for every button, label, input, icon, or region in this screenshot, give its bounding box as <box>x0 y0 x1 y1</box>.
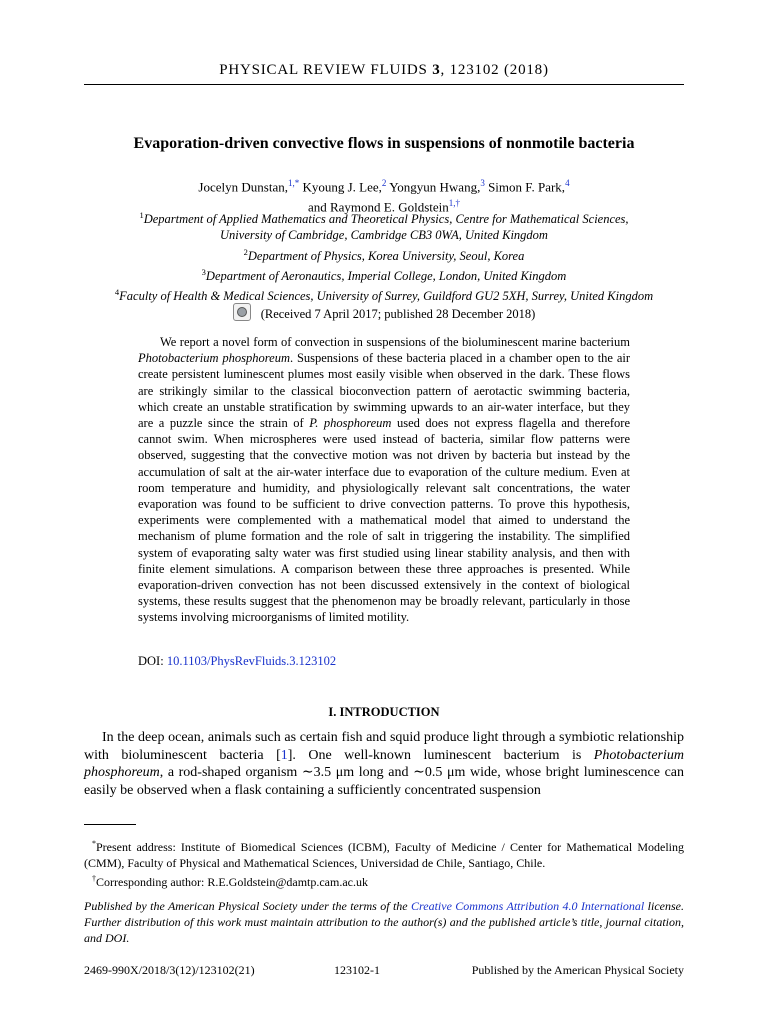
abstract-text: . Suspensions of these bacteria placed in a chamber open to the air create persistent luminescent plumes most easily visible when observed in the dark. These flows are strikingly similar to the classical bioconvection pattern of aerotactic swimming bacteria, which create an unstable stratification by swimming upwards to an air-water interface, but they are a puzzle since the strain of <box>138 351 631 431</box>
intro-text: , a rod-shaped organism ∼3.5 μm long and ∼0.5 μm wide, whose bright luminescence can easily be observed when a flask containing a sufficiently concentrated suspension <box>84 765 684 798</box>
footnote-2 <box>84 871 684 890</box>
footnotes <box>84 836 684 890</box>
author-3-affil[interactable]: 3 <box>480 178 485 188</box>
affiliation-2 <box>60 244 708 264</box>
abstract-species: Photobacterium phosphoreum <box>138 351 290 366</box>
abstract-text: used does not express flagella and therefore cannot swim. When microspheres were used instead of bacteria, similar flow patterns were observed, suggesting that the convective motion was not driven by bacteria but instead by the accumulation of salt at the air-water interface due to evaporation of the culture medium. Even at room temperature and humidity, and physiologically relevant salt concentrations, the water evaporation was found to be sufficient to drive convection patterns. To prove this hypothesis, experiments were complemented with a mathematical model that aimed to understand the mechanism of plume formation and the role of salt in triggering the instability. The simplified system of evaporating salty water was first studied using linear stability analysis, and then with finite element simulations. A comparison between these three approaches is presented. While evaporation-driven convection has not been discussed extensively in the context of biological systems, these results suggest that the phenomenon may be broadly relevant, particularly in those systems involving microorganisms of limited motility. <box>138 416 630 625</box>
license-text: Published by the American Physical Society under the terms of the <box>84 899 412 913</box>
author-1[interactable]: Jocelyn Dunstan, <box>198 179 288 195</box>
affiliation-1 <box>60 207 708 227</box>
affiliation-number: 1 <box>139 210 144 220</box>
footer-issn: 2469-990X/2018/3(12)/123102(21) <box>84 963 255 977</box>
author-5-affil[interactable]: 1,† <box>448 198 461 209</box>
journal-name: PHYSICAL REVIEW FLUIDS <box>219 62 428 78</box>
intro-species: Photobacterium phosphoreum <box>84 747 684 780</box>
affiliations <box>60 207 708 305</box>
footer-page-number: 123102-1 <box>334 963 380 977</box>
journal-header <box>84 62 684 79</box>
open-access-icon[interactable] <box>233 303 251 321</box>
received-line <box>84 303 684 322</box>
footnote-rule <box>84 824 136 825</box>
author-2[interactable]: Kyoung J. Lee, <box>302 179 382 195</box>
footnote-mark: * <box>92 839 96 848</box>
footer-publisher: Published by the American Physical Society <box>471 963 684 977</box>
doi-line <box>138 654 336 669</box>
affiliation-text: Department of Aeronautics, Imperial College, London, United Kingdom <box>205 269 567 284</box>
abstract-text: We report a novel form of convection in suspensions of the bioluminescent marine bacterium <box>160 335 630 349</box>
affiliation-number: 2 <box>243 246 248 257</box>
doi-link[interactable]: 10.1103/PhysRevFluids.3.123102 <box>166 654 337 668</box>
affiliation-3 <box>60 264 708 284</box>
footnote-text: Corresponding author: R.E.Goldstein@damtp.cam.ac.uk <box>96 875 368 889</box>
footnote-mark: † <box>92 874 96 883</box>
author-1-affil[interactable]: 1,* <box>287 178 300 188</box>
received-dates: (Received 7 April 2017; published 28 December 2018) <box>260 307 536 321</box>
affiliation-text: Department of Applied Mathematics and Theoretical Physics, Centre for Mathematical Sciences, <box>143 212 629 227</box>
author-3[interactable]: Yongyun Hwang, <box>389 179 481 195</box>
intro-text: In the deep ocean, animals such as certain fish and squid produce light through a symbiotic relationship with bioluminescent bacteria [ <box>84 730 684 763</box>
author-2-affil[interactable]: 2 <box>381 178 387 188</box>
footnote-1 <box>84 836 684 871</box>
journal-citation: , 123102 (2018) <box>440 62 549 78</box>
affiliation-number: 3 <box>201 266 206 277</box>
intro-paragraph <box>84 729 684 799</box>
article-title: Evaporation-driven convective flows in suspensions of nonmotile bacteria <box>133 135 635 152</box>
abstract <box>138 334 630 626</box>
affiliation-text: Faculty of Health & Medical Sciences, University of Surrey, Guildford GU2 5XH, Surrey, United Kingdom <box>119 289 654 304</box>
abstract-species: P. phosphoreum <box>309 416 392 431</box>
doi-label: DOI: <box>138 654 167 668</box>
affiliation-1-cont <box>60 227 708 243</box>
affiliation-4 <box>60 284 708 304</box>
journal-volume: 3 <box>432 62 441 78</box>
author-5[interactable]: and Raymond E. Goldstein <box>307 199 449 215</box>
cc-license-link[interactable]: Creative Commons Attribution 4.0 International <box>411 899 645 913</box>
license-text: license. Further distribution of this work must maintain attribution to the author(s) and the published article’s title, journal citation, and DOI. <box>84 899 684 946</box>
section-heading: I. INTRODUCTION <box>328 705 440 719</box>
affiliation-text: University of Cambridge, Cambridge CB3 0WA, United Kingdom <box>220 228 548 243</box>
author-4-affil[interactable]: 4 <box>565 178 570 188</box>
license-notice <box>84 898 684 947</box>
affiliation-text: Department of Physics, Korea University, Seoul, Korea <box>247 248 525 263</box>
reference-link[interactable]: 1 <box>280 747 288 763</box>
header-rule <box>84 84 684 85</box>
affiliation-number: 4 <box>114 287 120 298</box>
footnote-text: Present address: Institute of Biomedical Sciences (ICBM), Faculty of Medicine / Center for Mathematical Modeling (CMM), Faculty of Physical and Mathematical Sciences, Universidad de Chile, Santiago, Chile. <box>84 840 684 870</box>
intro-text: ]. One well-known luminescent bacterium is <box>287 747 594 763</box>
author-4[interactable]: Simon F. Park, <box>488 179 566 195</box>
